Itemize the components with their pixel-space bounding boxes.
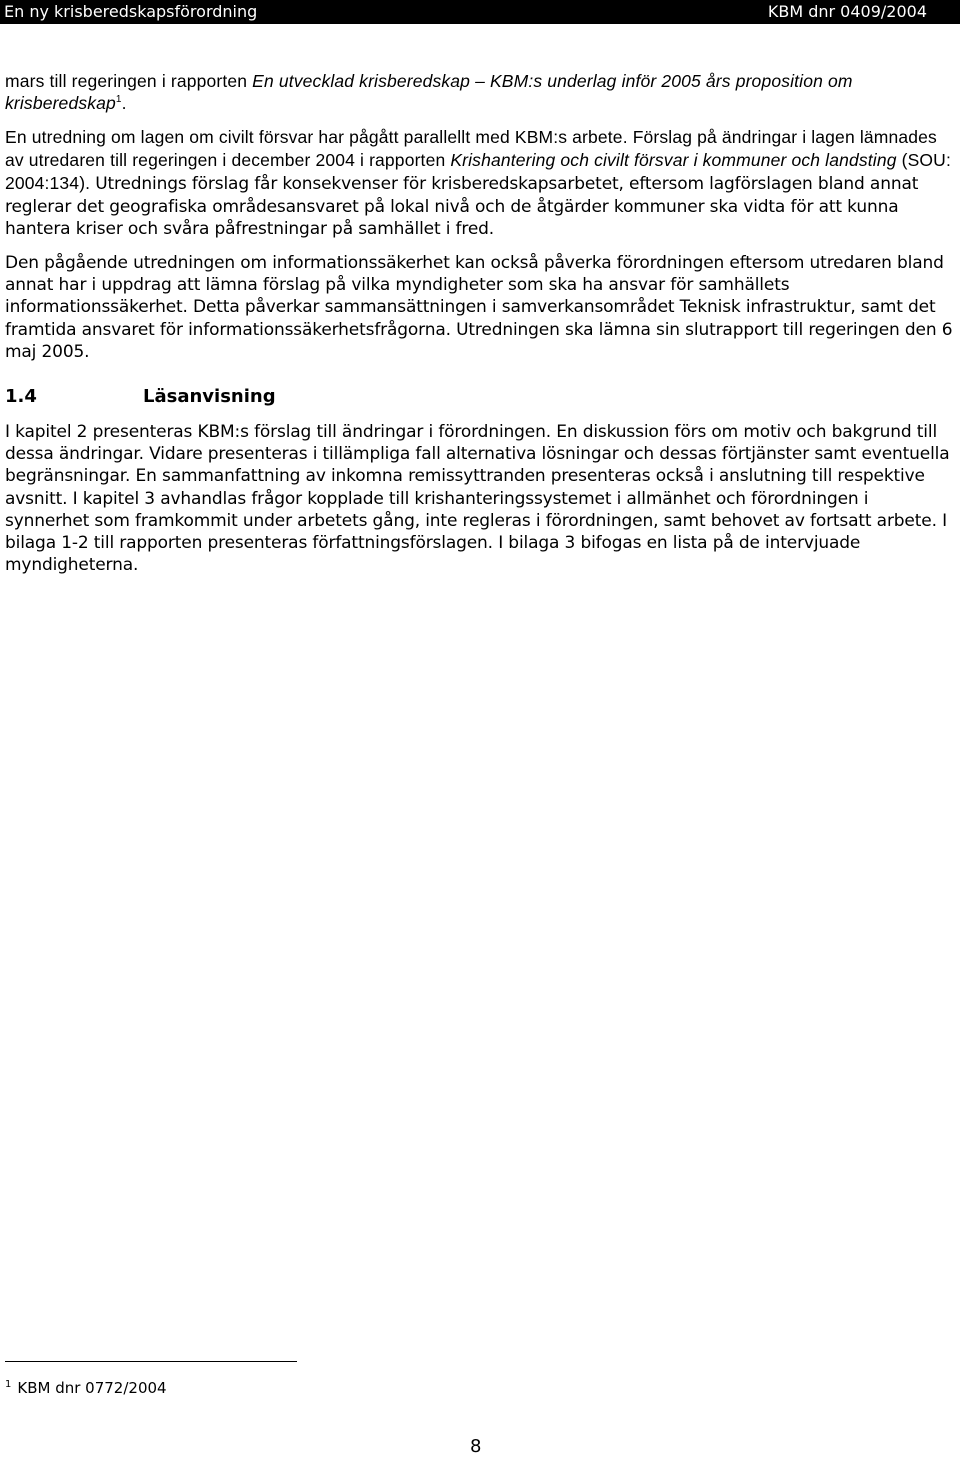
footnote-separator [5,1361,297,1362]
paragraph-civil-defence: En utredning om lagen om civilt försvar har pågått parallellt med KBM:s arbete. Förslag på ändringar i lagen lämnades av utredaren till regeringen i december 2004 i rapporten Krishantering och civilt försvar i kommuner och landsting (SOU: 2004:134). Utrednings förslag får konsekvenser för krisberedskapsarbetet, eftersom lagförslagen bland annat reglerar det geografiska områdesansvaret på lokal nivå och de åtgärder kommuner ska vidta för att kunna hantera kriser och svåra påfrestningar på samhället i fred. [5,127,951,239]
footnote [5,1375,167,1398]
paragraph-information-security: Den pågående utredningen om informationssäkerhet kan också påverka förordningen eftersom utredaren bland annat har i uppdrag att lämna förslag på vilka myndigheter som ska ha ansvar för samhällets informationssäkerhet. Detta påverkar sammansättningen i samverkansområdet Teknisk infrastruktur, samt det framtida ansvaret för informationssäkerhetsfrågorna. Utredningen ska lämna sin slutrapport till regeringen den 6 maj 2005. [5,253,953,362]
header-reference-number: KBM dnr 0409/2004 [767,2,927,21]
paragraph-reading-guide: I kapitel 2 presenteras KBM:s förslag till ändringar i förordningen. En diskussion förs om motiv och bakgrund till dessa ändringar. Vidare presenteras i tillämpliga fall alternativa lösningar och dessas förtjänster samt eventuella begränsningar. En sammanfattning av inkomna remissyttranden presenteras också i anslutning till respektive avsnitt. I kapitel 3 avhandlas frågor kopplade till krishanteringssystemet i allmänhet och förordningen i synnerhet som framkommit under arbetets gång, inte regleras i förordningen, samt behovet av fortsatt arbete. I bilaga 1-2 till rapporten presenteras författningsförslagen. I bilaga 3 bifogas en lista på de intervjuade myndigheterna. [5,422,950,576]
page-body [5,70,955,576]
report-title-italic-2: Krishantering och civilt försvar i kommuner och landsting [450,150,897,171]
footnote-reference: 1 [115,94,122,105]
header-document-title: En ny krisberedskapsförordning [4,2,258,21]
paragraph-intro: mars till regeringen i rapporten En utvecklad krisberedskap – KBM:s underlag inför 2005 års proposition om krisberedskap$^1$. [5,71,853,113]
running-header [0,0,960,24]
section-title: Läsanvisning [143,386,276,408]
page-number: 8 [470,1436,482,1457]
section-number: 1.4 [5,386,37,408]
section-heading [5,385,955,409]
report-title-italic: En utvecklad krisberedskap – KBM:s underlag inför 2005 års proposition om krisberedskap [5,71,853,113]
footnote-text: KBM dnr 0772/2004 [17,1379,167,1397]
footnote-number: 1 [5,1379,12,1390]
